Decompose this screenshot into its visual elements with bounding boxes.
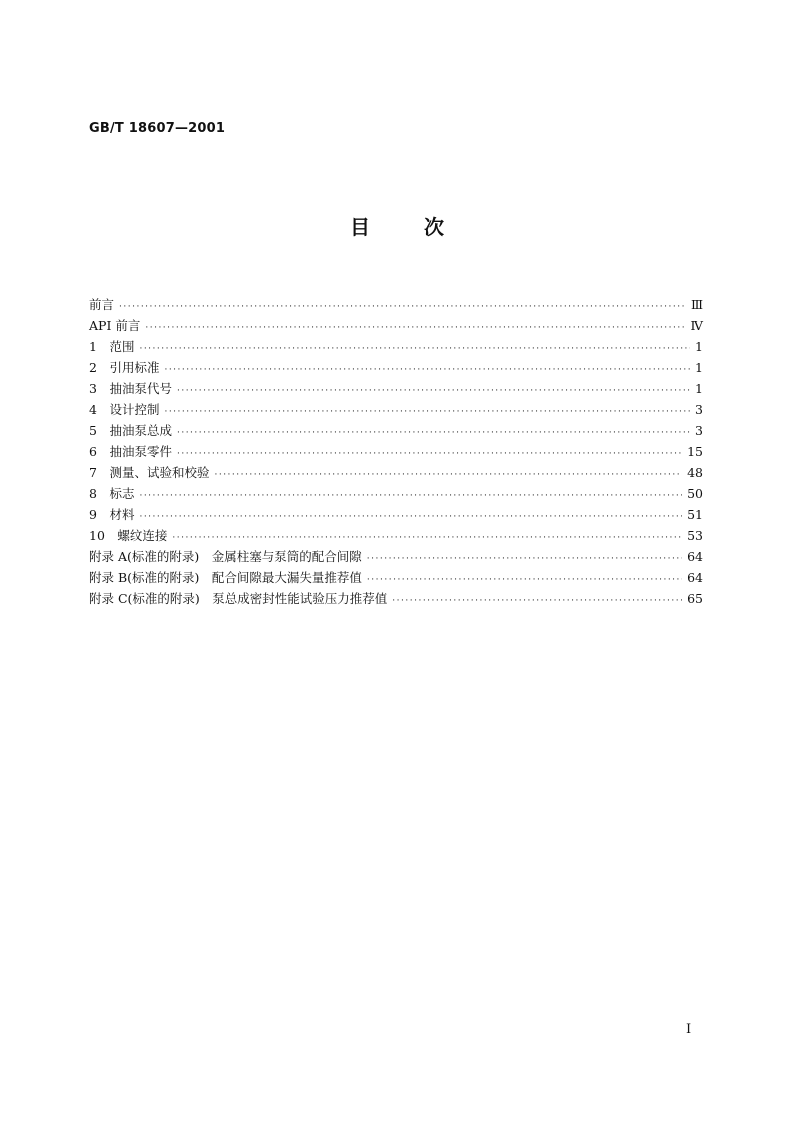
toc-entry[interactable] bbox=[89, 588, 703, 609]
toc-entry-page: Ⅳ bbox=[690, 318, 703, 333]
toc-entry-label: 附录 C(标准的附录) 泵总成密封性能试验压力推荐值 bbox=[89, 591, 388, 606]
toc-entry-label: 2 引用标准 bbox=[89, 360, 160, 375]
toc-entry-label: 8 标志 bbox=[89, 486, 135, 501]
toc-entry[interactable] bbox=[89, 462, 703, 483]
toc-leader-dots bbox=[139, 507, 682, 528]
toc-entry[interactable] bbox=[89, 294, 703, 315]
toc-entry-page: 48 bbox=[687, 465, 703, 480]
toc-entry-page: 15 bbox=[687, 444, 703, 459]
toc-entry-label: 附录 B(标准的附录) 配合间隙最大漏失量推荐值 bbox=[89, 570, 362, 585]
toc-entry-label: 5 抽油泵总成 bbox=[89, 423, 172, 438]
toc-leader-dots bbox=[367, 570, 682, 591]
toc-entry-label: 4 设计控制 bbox=[89, 402, 160, 417]
toc-leader-dots bbox=[367, 549, 682, 570]
toc-entry-page: 65 bbox=[687, 591, 703, 606]
toc-entry-page: 3 bbox=[695, 402, 703, 417]
toc-entry[interactable] bbox=[89, 378, 703, 399]
toc-entry-label: 前言 bbox=[89, 297, 115, 312]
toc-title-part2: 次 bbox=[424, 215, 444, 239]
toc-entry[interactable] bbox=[89, 567, 703, 588]
toc-entry-page: 1 bbox=[695, 360, 703, 375]
toc-leader-dots bbox=[177, 381, 690, 402]
toc-leader-dots bbox=[139, 486, 682, 507]
toc-entry-page: 64 bbox=[687, 570, 703, 585]
toc-entry-label: 9 材料 bbox=[89, 507, 135, 522]
toc-entry[interactable] bbox=[89, 525, 703, 546]
toc-leader-dots bbox=[145, 318, 685, 339]
toc-entry-label: 6 抽油泵零件 bbox=[89, 444, 172, 459]
toc-entry-label: 附录 A(标准的附录) 金属柱塞与泵筒的配合间隙 bbox=[89, 549, 362, 564]
toc-entry-page: Ⅲ bbox=[690, 297, 703, 312]
toc-entry-page: 1 bbox=[695, 339, 703, 354]
toc-leader-dots bbox=[164, 402, 690, 423]
toc-entry-page: 53 bbox=[687, 528, 703, 543]
toc-entry-page: 1 bbox=[695, 381, 703, 396]
toc-entry[interactable] bbox=[89, 420, 703, 441]
toc-entry[interactable] bbox=[89, 441, 703, 462]
toc-title-part1: 目 bbox=[350, 215, 370, 239]
toc-entry[interactable] bbox=[89, 546, 703, 567]
toc-entry[interactable] bbox=[89, 336, 703, 357]
toc-entry-label: 7 测量、试验和校验 bbox=[89, 465, 210, 480]
toc-entry[interactable] bbox=[89, 357, 703, 378]
page-number: I bbox=[686, 1022, 692, 1037]
toc-entry[interactable] bbox=[89, 504, 703, 525]
toc-entry-label: 1 范围 bbox=[89, 339, 135, 354]
toc-entry-label: API 前言 bbox=[89, 318, 141, 333]
toc-leader-dots bbox=[177, 423, 690, 444]
toc-list bbox=[89, 294, 703, 609]
toc-entry-page: 3 bbox=[695, 423, 703, 438]
standard-code: GB/T 18607—2001 bbox=[89, 121, 226, 136]
toc-entry-page: 51 bbox=[687, 507, 703, 522]
toc-entry[interactable] bbox=[89, 399, 703, 420]
toc-leader-dots bbox=[139, 339, 690, 360]
toc-entry-label: 10 螺纹连接 bbox=[89, 528, 168, 543]
toc-entry[interactable] bbox=[89, 483, 703, 504]
toc-leader-dots bbox=[119, 297, 686, 318]
toc-entry-label: 3 抽油泵代号 bbox=[89, 381, 172, 396]
toc-leader-dots bbox=[392, 591, 682, 612]
toc-entry-page: 50 bbox=[687, 486, 703, 501]
toc-leader-dots bbox=[164, 360, 690, 381]
toc-leader-dots bbox=[177, 444, 682, 465]
toc-entry-page: 64 bbox=[687, 549, 703, 564]
toc-entry[interactable] bbox=[89, 315, 703, 336]
toc-leader-dots bbox=[214, 465, 682, 486]
toc-title bbox=[0, 211, 794, 240]
